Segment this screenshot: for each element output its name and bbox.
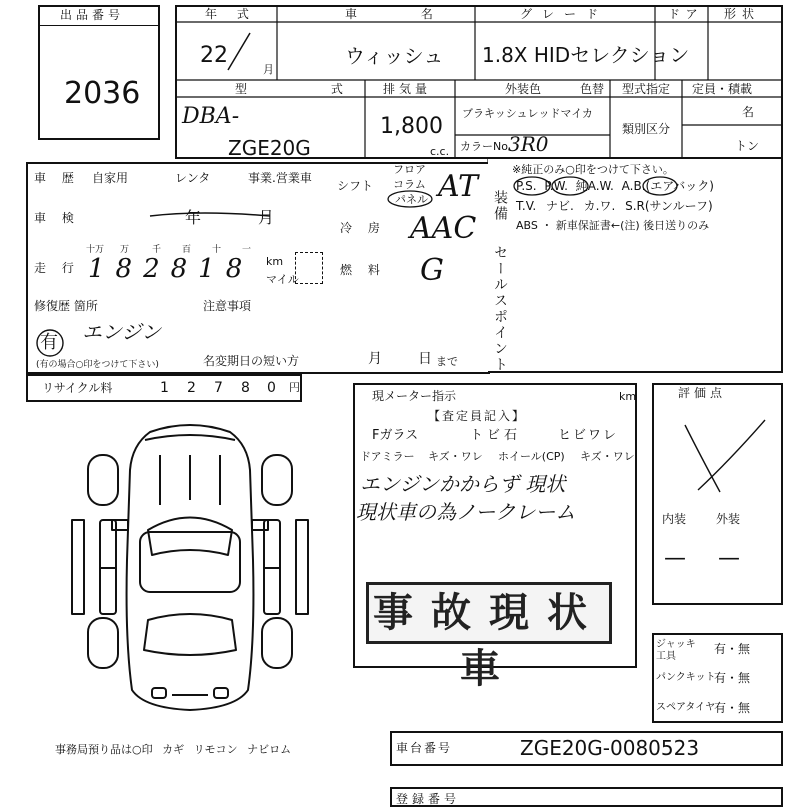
shift-floor: フロア: [393, 163, 426, 176]
header-table-left: [175, 5, 177, 159]
mileage-value: 182818: [88, 254, 254, 284]
remarks-line2: 現状車の為ノークレーム: [356, 500, 576, 524]
recycle-digit-3: 7: [214, 380, 223, 396]
mileage-place-1k: 千: [152, 245, 162, 255]
registration-label: 登録番号: [396, 792, 461, 806]
inspector-crack: ヒビワレ: [558, 428, 619, 443]
type-designation-label: 型式指定: [622, 82, 671, 96]
mileage-place-100: 百: [182, 245, 192, 255]
history-rental: レンタ: [175, 171, 211, 185]
capacity-unit-people: 名: [742, 105, 755, 119]
recycle-digit-5: 0: [267, 380, 276, 396]
inspector-wheel: ホイール(CP): [498, 450, 565, 463]
notes-label: 注意事項: [203, 299, 252, 313]
meter-unit: km: [619, 390, 637, 403]
displacement-label: 排気量: [383, 82, 432, 96]
chassis-value: ZGE20G-0080523: [520, 736, 700, 760]
shift-label: シフト: [337, 179, 374, 193]
inspection-year: 年: [185, 208, 202, 227]
capacity-unit-tons: トン: [735, 139, 760, 153]
extra-jack-label: ジャッキ工具: [656, 639, 696, 662]
year-unit: 月: [263, 63, 274, 76]
notes-deadline-label: 名変期日の短い方: [203, 354, 300, 368]
equipment-note: ※純正のみ○印をつけて下さい。: [512, 163, 674, 176]
displacement-unit: c.c.: [430, 145, 450, 158]
color-value: ブラキッシュレッドマイカ: [462, 107, 593, 120]
extra-puncture-label: パンクキット: [656, 672, 716, 683]
repair-value: 有: [40, 332, 58, 353]
equipment-row1: P.S. P.W. 純A.W. A.B.(エアバック): [516, 179, 714, 193]
grade-label: グレード: [520, 7, 609, 21]
equipment-row2: T.V. ナビ. カ.ワ. S.R(サンルーフ): [516, 199, 713, 213]
type-category-label: 類別区分: [622, 122, 671, 136]
year-label: 年 式: [205, 7, 257, 21]
color-code-label: カラーNo.: [460, 140, 512, 153]
recycle-digit-4: 8: [241, 380, 250, 396]
notes-suffix: まで: [436, 355, 458, 368]
mileage-place-1: 一: [242, 245, 252, 255]
equipment-row3: ABS ・ 新車保証書←(注) 後日送りのみ: [516, 219, 710, 232]
fuel-value: G: [420, 253, 444, 288]
aircon-value: AAC: [410, 211, 477, 246]
inspector-chip: トビ石: [470, 428, 522, 443]
inspector-glass: Fガラス: [372, 428, 419, 443]
notes-day: 日: [418, 351, 432, 367]
extra-spare-value: 有・無: [714, 701, 751, 715]
notes-month: 月: [368, 351, 382, 367]
inspector-mirror-damage: キズ・ワレ: [428, 450, 483, 463]
history-label: 車 歴: [34, 171, 80, 185]
history-commercial: 事業.営業車: [248, 171, 312, 185]
model-label: 型 式: [235, 82, 383, 96]
shift-panel: パネル: [395, 193, 428, 206]
mileage-place-10k: 万: [120, 245, 130, 255]
displacement-value: 1,800: [380, 114, 443, 139]
fuel-label: 燃 料: [340, 263, 386, 277]
meter-label: 現メーター指示: [372, 389, 457, 403]
score-value: [0, 0, 1, 1]
footer-text: 事務局預り品は○印 カギ リモコン ナビロム: [55, 743, 292, 756]
score-label: 評価点: [678, 386, 727, 400]
interior-value: —: [664, 546, 686, 571]
extra-spare-label: スペアタイヤ: [656, 702, 716, 713]
car-name: ウィッシュ: [345, 44, 444, 68]
recycle-unit: 円: [289, 381, 300, 394]
year-value: 22: [200, 43, 228, 68]
history-private: 自家用: [92, 171, 129, 185]
color-label: 外装色: [505, 82, 542, 96]
mileage-unit-km: km: [266, 255, 284, 268]
inspection-month: 月: [258, 208, 275, 227]
repair-label: 修復歴 箇所: [34, 299, 98, 313]
shape-label: 形状: [724, 7, 761, 21]
inspector-mirror: ドアミラー: [360, 450, 415, 463]
car-label: 車 名: [345, 7, 463, 21]
model-value: ZGE20G: [228, 136, 311, 160]
exterior-value: —: [718, 546, 740, 571]
repair-detail: エンジン: [82, 320, 161, 344]
aircon-label: 冷 房: [340, 221, 386, 235]
mileage-label: 走 行: [34, 261, 80, 275]
grade-value: 1.8X HIDセレクション: [482, 43, 690, 67]
repair-note: (有の場合○印をつけて下さい): [36, 360, 159, 370]
recycle-label: リサイクル料: [42, 381, 113, 395]
lot-label: 出品番号: [60, 8, 125, 22]
door-label: ドア: [668, 7, 704, 21]
accident-stamp: 事故現状車: [366, 582, 612, 644]
capacity-label: 定員・積載: [692, 82, 753, 96]
extra-puncture-value: 有・無: [714, 671, 751, 685]
inspection-label: 車 検: [34, 211, 80, 225]
exterior-label: 外装: [716, 512, 741, 526]
lot-number: 2036: [64, 76, 141, 111]
inspector-title: 【査定員記入】: [428, 409, 527, 423]
mileage-place-10: 十: [212, 245, 222, 255]
color-type-label: 色替: [580, 82, 605, 96]
chassis-label: 車台番号: [396, 741, 453, 755]
shift-value: AT: [438, 169, 479, 204]
mileage-place-100k: 十万: [86, 245, 105, 255]
shift-column: コラム: [393, 178, 426, 191]
extra-jack-value: 有・無: [714, 642, 751, 656]
model-prefix: DBA-: [182, 104, 240, 129]
equipment-label: 装備: [492, 190, 508, 222]
recycle-digit-2: 2: [187, 380, 196, 396]
recycle-digit-1: 1: [160, 380, 169, 396]
inspector-wheel-damage: キズ・ワレ: [580, 450, 635, 463]
remarks-line1: エンジンかからず 現状: [360, 472, 566, 496]
mileage-unit-mile: マイル: [266, 273, 299, 286]
color-code: 3R0: [508, 132, 549, 156]
sales-point-label: セールスポイント: [492, 245, 508, 373]
interior-label: 内装: [662, 512, 687, 526]
